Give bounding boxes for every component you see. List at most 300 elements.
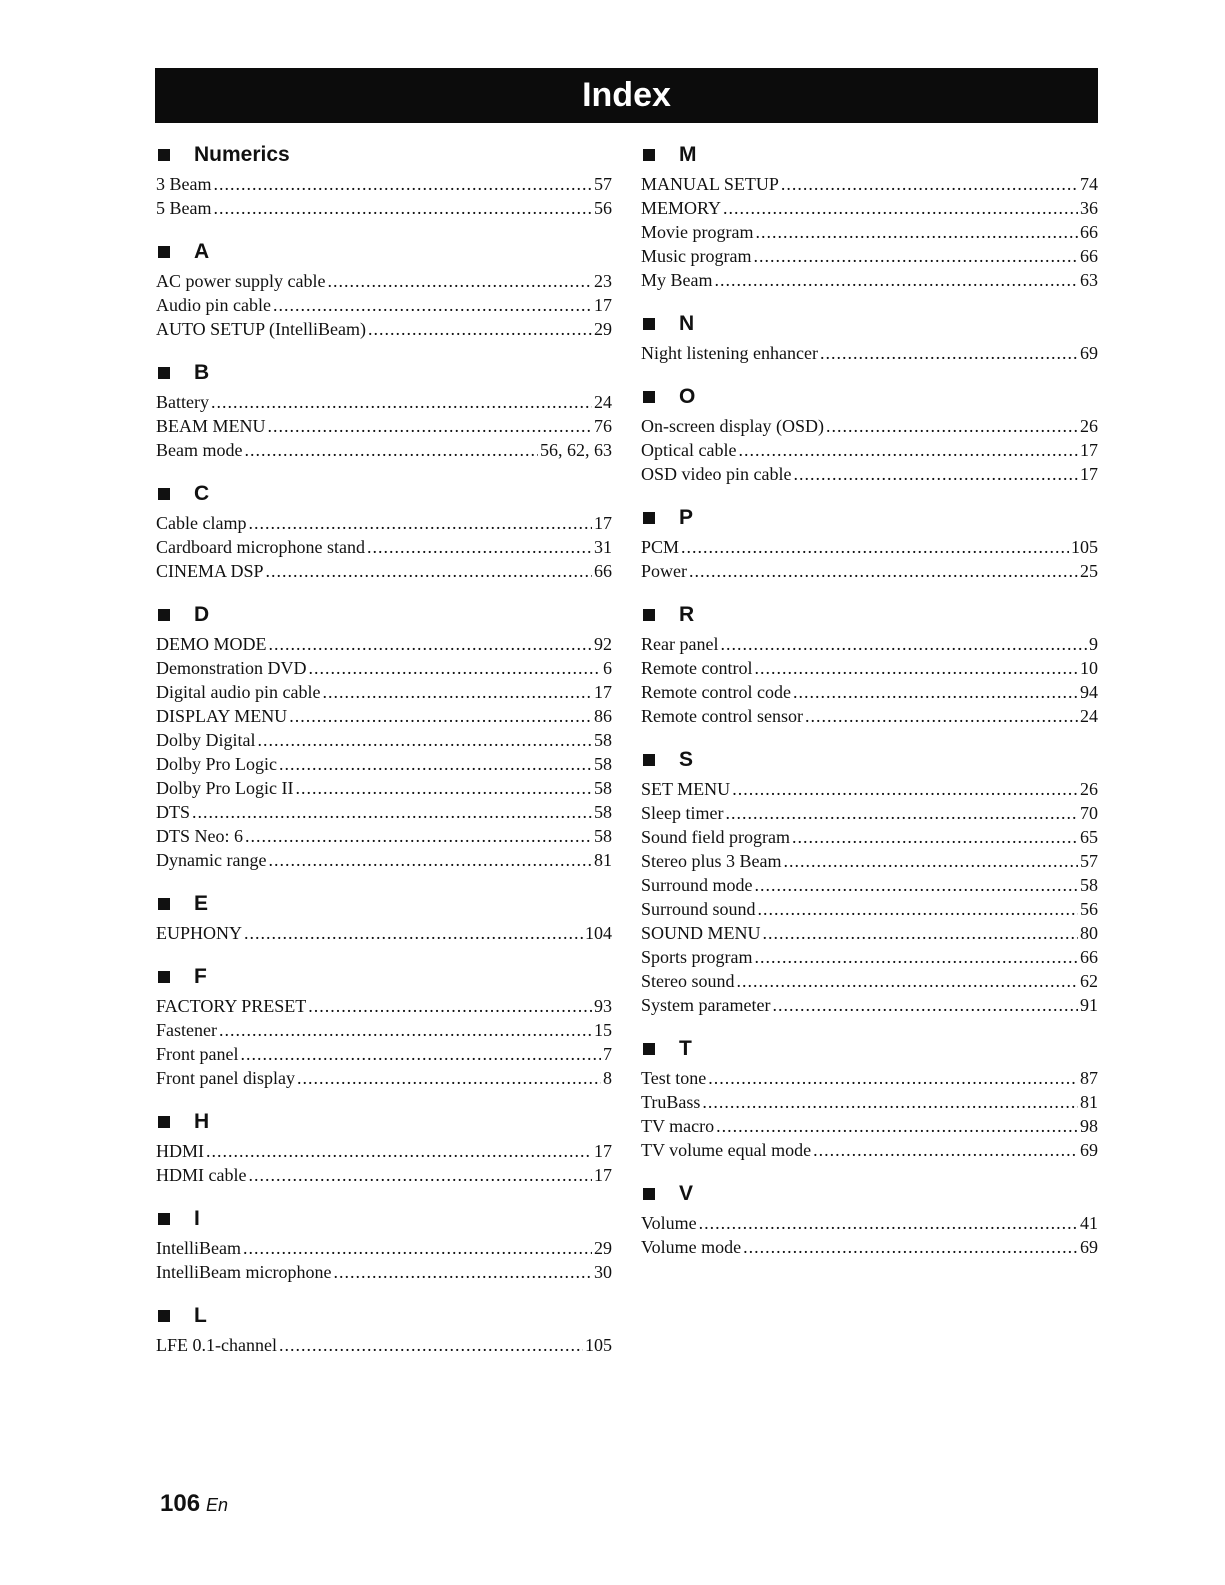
entry-page-number: 105 — [1071, 537, 1098, 557]
entry-page-number: 6 — [603, 658, 612, 678]
index-section — [641, 309, 1098, 365]
entry-page-number: 17 — [594, 1141, 612, 1161]
dot-leader — [327, 269, 592, 293]
entry-page-number: 80 — [1080, 923, 1098, 943]
entry-page-number: 56 — [1080, 899, 1098, 919]
index-section — [156, 140, 612, 220]
dot-leader — [368, 317, 592, 341]
entry-page-number: 56 — [594, 198, 612, 218]
index-entry — [156, 632, 612, 656]
square-bullet-icon — [643, 609, 655, 621]
section-heading — [641, 382, 1098, 412]
index-section — [156, 358, 612, 462]
square-bullet-icon — [158, 1116, 170, 1128]
entry-term: Beam mode — [156, 440, 243, 460]
dot-leader — [297, 1066, 601, 1090]
section-heading-label: E — [194, 892, 209, 915]
dot-leader — [805, 704, 1078, 728]
entry-term: System parameter — [641, 995, 771, 1015]
dot-leader — [333, 1260, 592, 1284]
section-heading-label: C — [194, 482, 210, 505]
dot-leader — [754, 656, 1078, 680]
index-entry — [156, 438, 612, 462]
entry-term: Demonstration DVD — [156, 658, 307, 678]
section-heading-label: B — [194, 361, 210, 384]
index-entry — [641, 777, 1098, 801]
entry-term: CINEMA DSP — [156, 561, 264, 581]
entry-term: Digital audio pin cable — [156, 682, 321, 702]
entry-page-number: 81 — [1080, 1092, 1098, 1112]
dot-leader — [214, 196, 593, 220]
entry-page-number: 30 — [594, 1262, 612, 1282]
entry-page-number: 93 — [594, 996, 612, 1016]
index-entry — [641, 632, 1098, 656]
entry-page-number: 17 — [594, 1165, 612, 1185]
section-heading — [641, 1034, 1098, 1064]
entry-term: Surround mode — [641, 875, 753, 895]
index-entry — [641, 801, 1098, 825]
section-heading — [156, 600, 612, 630]
index-banner — [155, 68, 1098, 123]
entry-term: Remote control — [641, 658, 753, 678]
dot-leader — [268, 414, 592, 438]
entry-term: Audio pin cable — [156, 295, 271, 315]
dot-leader — [737, 969, 1079, 993]
dot-leader — [244, 921, 583, 945]
entry-term: AUTO SETUP (IntelliBeam) — [156, 319, 366, 339]
index-section — [156, 1204, 612, 1284]
entry-term: EUPHONY — [156, 923, 243, 943]
entry-term: FACTORY PRESET — [156, 996, 307, 1016]
dot-leader — [192, 800, 592, 824]
entry-term: Dolby Pro Logic II — [156, 778, 294, 798]
section-heading-label: A — [194, 240, 210, 263]
entry-term: LFE 0.1-channel — [156, 1335, 277, 1355]
entry-page-number: 66 — [1080, 947, 1098, 967]
index-entry — [641, 462, 1098, 486]
entry-term: Dolby Digital — [156, 730, 256, 750]
dot-leader — [715, 268, 1079, 292]
index-entry — [156, 752, 612, 776]
dot-leader — [743, 1235, 1078, 1259]
entry-term: Sound field program — [641, 827, 790, 847]
index-entry — [641, 680, 1098, 704]
dot-leader — [723, 196, 1078, 220]
dot-leader — [820, 341, 1078, 365]
entry-term: Surround sound — [641, 899, 756, 919]
square-bullet-icon — [158, 1310, 170, 1322]
entry-term: Remote control sensor — [641, 706, 803, 726]
entry-page-number: 24 — [594, 392, 612, 412]
index-column-right — [641, 140, 1098, 1276]
entry-page-number: 17 — [594, 513, 612, 533]
index-section — [156, 962, 612, 1090]
index-entry — [641, 196, 1098, 220]
entry-page-number: 31 — [594, 537, 612, 557]
page-title: Index — [582, 76, 671, 114]
entry-term: BEAM MENU — [156, 416, 266, 436]
entry-page-number: 105 — [585, 1335, 612, 1355]
dot-leader — [214, 172, 593, 196]
entry-page-number: 69 — [1080, 343, 1098, 363]
entry-page-number: 66 — [594, 561, 612, 581]
index-entry — [641, 993, 1098, 1017]
entry-term: Sports program — [641, 947, 753, 967]
section-heading — [156, 1301, 612, 1331]
section-heading — [156, 889, 612, 919]
entry-page-number: 87 — [1080, 1068, 1098, 1088]
dot-leader — [699, 1211, 1078, 1235]
index-section — [641, 382, 1098, 486]
entry-term: Movie program — [641, 222, 754, 242]
square-bullet-icon — [158, 609, 170, 621]
index-section — [156, 237, 612, 341]
index-entry — [641, 535, 1098, 559]
entry-page-number: 41 — [1080, 1213, 1098, 1233]
square-bullet-icon — [643, 1043, 655, 1055]
section-heading-label: V — [679, 1182, 694, 1205]
index-entry — [641, 849, 1098, 873]
entry-page-number: 24 — [1080, 706, 1098, 726]
entry-term: MANUAL SETUP — [641, 174, 779, 194]
index-entry — [156, 656, 612, 680]
entry-page-number: 92 — [594, 634, 612, 654]
dot-leader — [772, 993, 1078, 1017]
section-heading-label: Numerics — [194, 143, 290, 166]
dot-leader — [322, 680, 592, 704]
dot-leader — [295, 776, 592, 800]
dot-leader — [758, 897, 1078, 921]
square-bullet-icon — [643, 318, 655, 330]
entry-page-number: 15 — [594, 1020, 612, 1040]
entry-page-number: 56, 62, 63 — [540, 440, 612, 460]
index-entry — [156, 680, 612, 704]
index-section — [641, 140, 1098, 292]
index-entry — [156, 535, 612, 559]
section-heading-label: L — [194, 1304, 207, 1327]
entry-page-number: 94 — [1080, 682, 1098, 702]
section-heading-label: F — [194, 965, 207, 988]
section-heading — [641, 309, 1098, 339]
index-entry — [641, 268, 1098, 292]
square-bullet-icon — [643, 1188, 655, 1200]
entry-term: Front panel — [156, 1044, 239, 1064]
index-entry — [641, 704, 1098, 728]
entry-term: Power — [641, 561, 687, 581]
index-entry — [641, 656, 1098, 680]
dot-leader — [248, 1163, 592, 1187]
entry-page-number: 58 — [594, 778, 612, 798]
dot-leader — [308, 656, 601, 680]
index-entry — [641, 897, 1098, 921]
section-heading — [641, 600, 1098, 630]
index-section — [641, 1034, 1098, 1162]
entry-page-number: 81 — [594, 850, 612, 870]
entry-page-number: 29 — [594, 319, 612, 339]
dot-leader — [702, 1090, 1078, 1114]
index-entry — [156, 1018, 612, 1042]
entry-page-number: 58 — [594, 826, 612, 846]
entry-term: OSD video pin cable — [641, 464, 792, 484]
dot-leader — [793, 680, 1078, 704]
dot-leader — [793, 462, 1078, 486]
dot-leader — [716, 1114, 1078, 1138]
entry-term: AC power supply cable — [156, 271, 326, 291]
section-heading — [156, 140, 612, 170]
section-heading — [641, 745, 1098, 775]
section-heading-label: M — [679, 143, 697, 166]
entry-term: Test tone — [641, 1068, 707, 1088]
page-number: 106 — [160, 1490, 201, 1517]
index-entry — [641, 969, 1098, 993]
entry-page-number: 66 — [1080, 222, 1098, 242]
entry-term: MEMORY — [641, 198, 722, 218]
section-heading — [156, 1107, 612, 1137]
entry-page-number: 17 — [1080, 440, 1098, 460]
entry-term: Remote control code — [641, 682, 791, 702]
entry-page-number: 7 — [603, 1044, 612, 1064]
entry-term: Fastener — [156, 1020, 217, 1040]
index-entry — [156, 559, 612, 583]
section-heading — [641, 503, 1098, 533]
entry-page-number: 57 — [594, 174, 612, 194]
dot-leader — [738, 438, 1078, 462]
index-entry — [641, 414, 1098, 438]
entry-page-number: 10 — [1080, 658, 1098, 678]
entry-page-number: 36 — [1080, 198, 1098, 218]
dot-leader — [241, 1042, 602, 1066]
index-entry — [156, 1333, 612, 1357]
dot-leader — [269, 632, 593, 656]
dot-leader — [783, 849, 1078, 873]
square-bullet-icon — [158, 971, 170, 983]
dot-leader — [279, 752, 592, 776]
index-section — [641, 745, 1098, 1017]
entry-term: TruBass — [641, 1092, 701, 1112]
index-entry — [156, 414, 612, 438]
dot-leader — [211, 390, 592, 414]
index-section — [641, 1179, 1098, 1259]
entry-term: DISPLAY MENU — [156, 706, 288, 726]
dot-leader — [792, 825, 1078, 849]
entry-page-number: 69 — [1080, 1140, 1098, 1160]
square-bullet-icon — [643, 512, 655, 524]
index-entry — [156, 824, 612, 848]
index-entry — [641, 1066, 1098, 1090]
square-bullet-icon — [158, 367, 170, 379]
index-section — [156, 1107, 612, 1187]
dot-leader — [708, 1066, 1078, 1090]
dot-leader — [689, 559, 1078, 583]
index-entry — [156, 1139, 612, 1163]
index-entry — [641, 945, 1098, 969]
dot-leader — [206, 1139, 592, 1163]
section-heading-label: P — [679, 506, 694, 529]
entry-term: Rear panel — [641, 634, 719, 654]
entry-term: HDMI — [156, 1141, 204, 1161]
index-entry — [641, 921, 1098, 945]
index-entry — [156, 994, 612, 1018]
index-section — [641, 600, 1098, 728]
index-entry — [641, 1235, 1098, 1259]
entry-term: On-screen display (OSD) — [641, 416, 824, 436]
entry-page-number: 58 — [1080, 875, 1098, 895]
entry-page-number: 104 — [585, 923, 612, 943]
index-section — [156, 479, 612, 583]
dot-leader — [813, 1138, 1078, 1162]
section-heading — [156, 358, 612, 388]
entry-page-number: 8 — [603, 1068, 612, 1088]
index-entry — [156, 511, 612, 535]
dot-leader — [681, 535, 1069, 559]
section-heading — [156, 479, 612, 509]
index-section — [156, 889, 612, 945]
index-entry — [641, 825, 1098, 849]
index-entry — [156, 848, 612, 872]
entry-page-number: 17 — [594, 682, 612, 702]
section-heading-label: N — [679, 312, 695, 335]
square-bullet-icon — [643, 391, 655, 403]
dot-leader — [248, 511, 592, 535]
section-heading — [641, 1179, 1098, 1209]
dot-leader — [367, 535, 592, 559]
index-entry — [156, 1236, 612, 1260]
entry-term: Optical cable — [641, 440, 737, 460]
entry-term: 3 Beam — [156, 174, 212, 194]
entry-page-number: 26 — [1080, 779, 1098, 799]
entry-page-number: 17 — [1080, 464, 1098, 484]
index-section — [641, 503, 1098, 583]
square-bullet-icon — [158, 1213, 170, 1225]
square-bullet-icon — [158, 149, 170, 161]
entry-page-number: 74 — [1080, 174, 1098, 194]
entry-term: SOUND MENU — [641, 923, 761, 943]
dot-leader — [753, 244, 1078, 268]
entry-page-number: 25 — [1080, 561, 1098, 581]
index-entry — [156, 728, 612, 752]
entry-term: IntelliBeam — [156, 1238, 241, 1258]
index-entry — [641, 1114, 1098, 1138]
entry-term: TV macro — [641, 1116, 715, 1136]
section-heading-label: D — [194, 603, 210, 626]
index-entry — [641, 341, 1098, 365]
index-entry — [156, 1260, 612, 1284]
entry-term: Volume — [641, 1213, 697, 1233]
entry-page-number: 29 — [594, 1238, 612, 1258]
dot-leader — [266, 559, 592, 583]
index-entry — [641, 873, 1098, 897]
square-bullet-icon — [158, 488, 170, 500]
page-footer — [160, 1490, 228, 1518]
dot-leader — [763, 921, 1078, 945]
dot-leader — [732, 777, 1078, 801]
index-entry — [641, 438, 1098, 462]
dot-leader — [781, 172, 1078, 196]
entry-page-number: 65 — [1080, 827, 1098, 847]
dot-leader — [826, 414, 1078, 438]
entry-page-number: 63 — [1080, 270, 1098, 290]
entry-page-number: 76 — [594, 416, 612, 436]
entry-term: PCM — [641, 537, 680, 557]
index-entry — [641, 220, 1098, 244]
entry-page-number: 57 — [1080, 851, 1098, 871]
entry-term: DTS Neo: 6 — [156, 826, 243, 846]
entry-term: DEMO MODE — [156, 634, 267, 654]
index-section — [156, 600, 612, 872]
index-entry — [156, 293, 612, 317]
section-heading-label: T — [679, 1037, 692, 1060]
index-entry — [156, 1042, 612, 1066]
index-entry — [156, 390, 612, 414]
entry-term: Stereo sound — [641, 971, 735, 991]
entry-term: Cable clamp — [156, 513, 247, 533]
dot-leader — [755, 873, 1079, 897]
entry-term: Sleep timer — [641, 803, 724, 823]
index-column-left — [156, 140, 612, 1374]
section-heading — [156, 237, 612, 267]
entry-page-number: 17 — [594, 295, 612, 315]
language-code: En — [206, 1495, 229, 1515]
entry-page-number: 23 — [594, 271, 612, 291]
entry-page-number: 9 — [1089, 634, 1098, 654]
dot-leader — [244, 438, 538, 462]
section-heading-label: O — [679, 385, 696, 408]
entry-term: Battery — [156, 392, 209, 412]
section-heading-label: I — [194, 1207, 200, 1230]
entry-term: Cardboard microphone stand — [156, 537, 365, 557]
dot-leader — [279, 1333, 583, 1357]
square-bullet-icon — [158, 246, 170, 258]
entry-term: Music program — [641, 246, 752, 266]
index-entry — [156, 776, 612, 800]
section-heading-label: R — [679, 603, 695, 626]
index-entry — [156, 704, 612, 728]
entry-page-number: 58 — [594, 754, 612, 774]
entry-page-number: 86 — [594, 706, 612, 726]
section-heading-label: S — [679, 748, 694, 771]
dot-leader — [308, 994, 592, 1018]
index-entry — [156, 172, 612, 196]
index-entry — [641, 559, 1098, 583]
entry-term: SET MENU — [641, 779, 731, 799]
entry-page-number: 58 — [594, 730, 612, 750]
entry-page-number: 66 — [1080, 246, 1098, 266]
index-entry — [156, 196, 612, 220]
entry-term: My Beam — [641, 270, 713, 290]
entry-page-number: 26 — [1080, 416, 1098, 436]
entry-page-number: 62 — [1080, 971, 1098, 991]
dot-leader — [755, 945, 1079, 969]
section-heading — [156, 1204, 612, 1234]
entry-term: HDMI cable — [156, 1165, 247, 1185]
entry-page-number: 98 — [1080, 1116, 1098, 1136]
index-entry — [641, 172, 1098, 196]
index-entry — [641, 244, 1098, 268]
entry-page-number: 70 — [1080, 803, 1098, 823]
dot-leader — [273, 293, 592, 317]
dot-leader — [289, 704, 592, 728]
entry-term: Dolby Pro Logic — [156, 754, 277, 774]
entry-term: IntelliBeam microphone — [156, 1262, 332, 1282]
entry-term: 5 Beam — [156, 198, 212, 218]
entry-term: Night listening enhancer — [641, 343, 818, 363]
index-entry — [156, 800, 612, 824]
dot-leader — [245, 824, 592, 848]
entry-term: DTS — [156, 802, 191, 822]
index-entry — [156, 269, 612, 293]
index-section — [156, 1301, 612, 1357]
section-heading — [156, 962, 612, 992]
